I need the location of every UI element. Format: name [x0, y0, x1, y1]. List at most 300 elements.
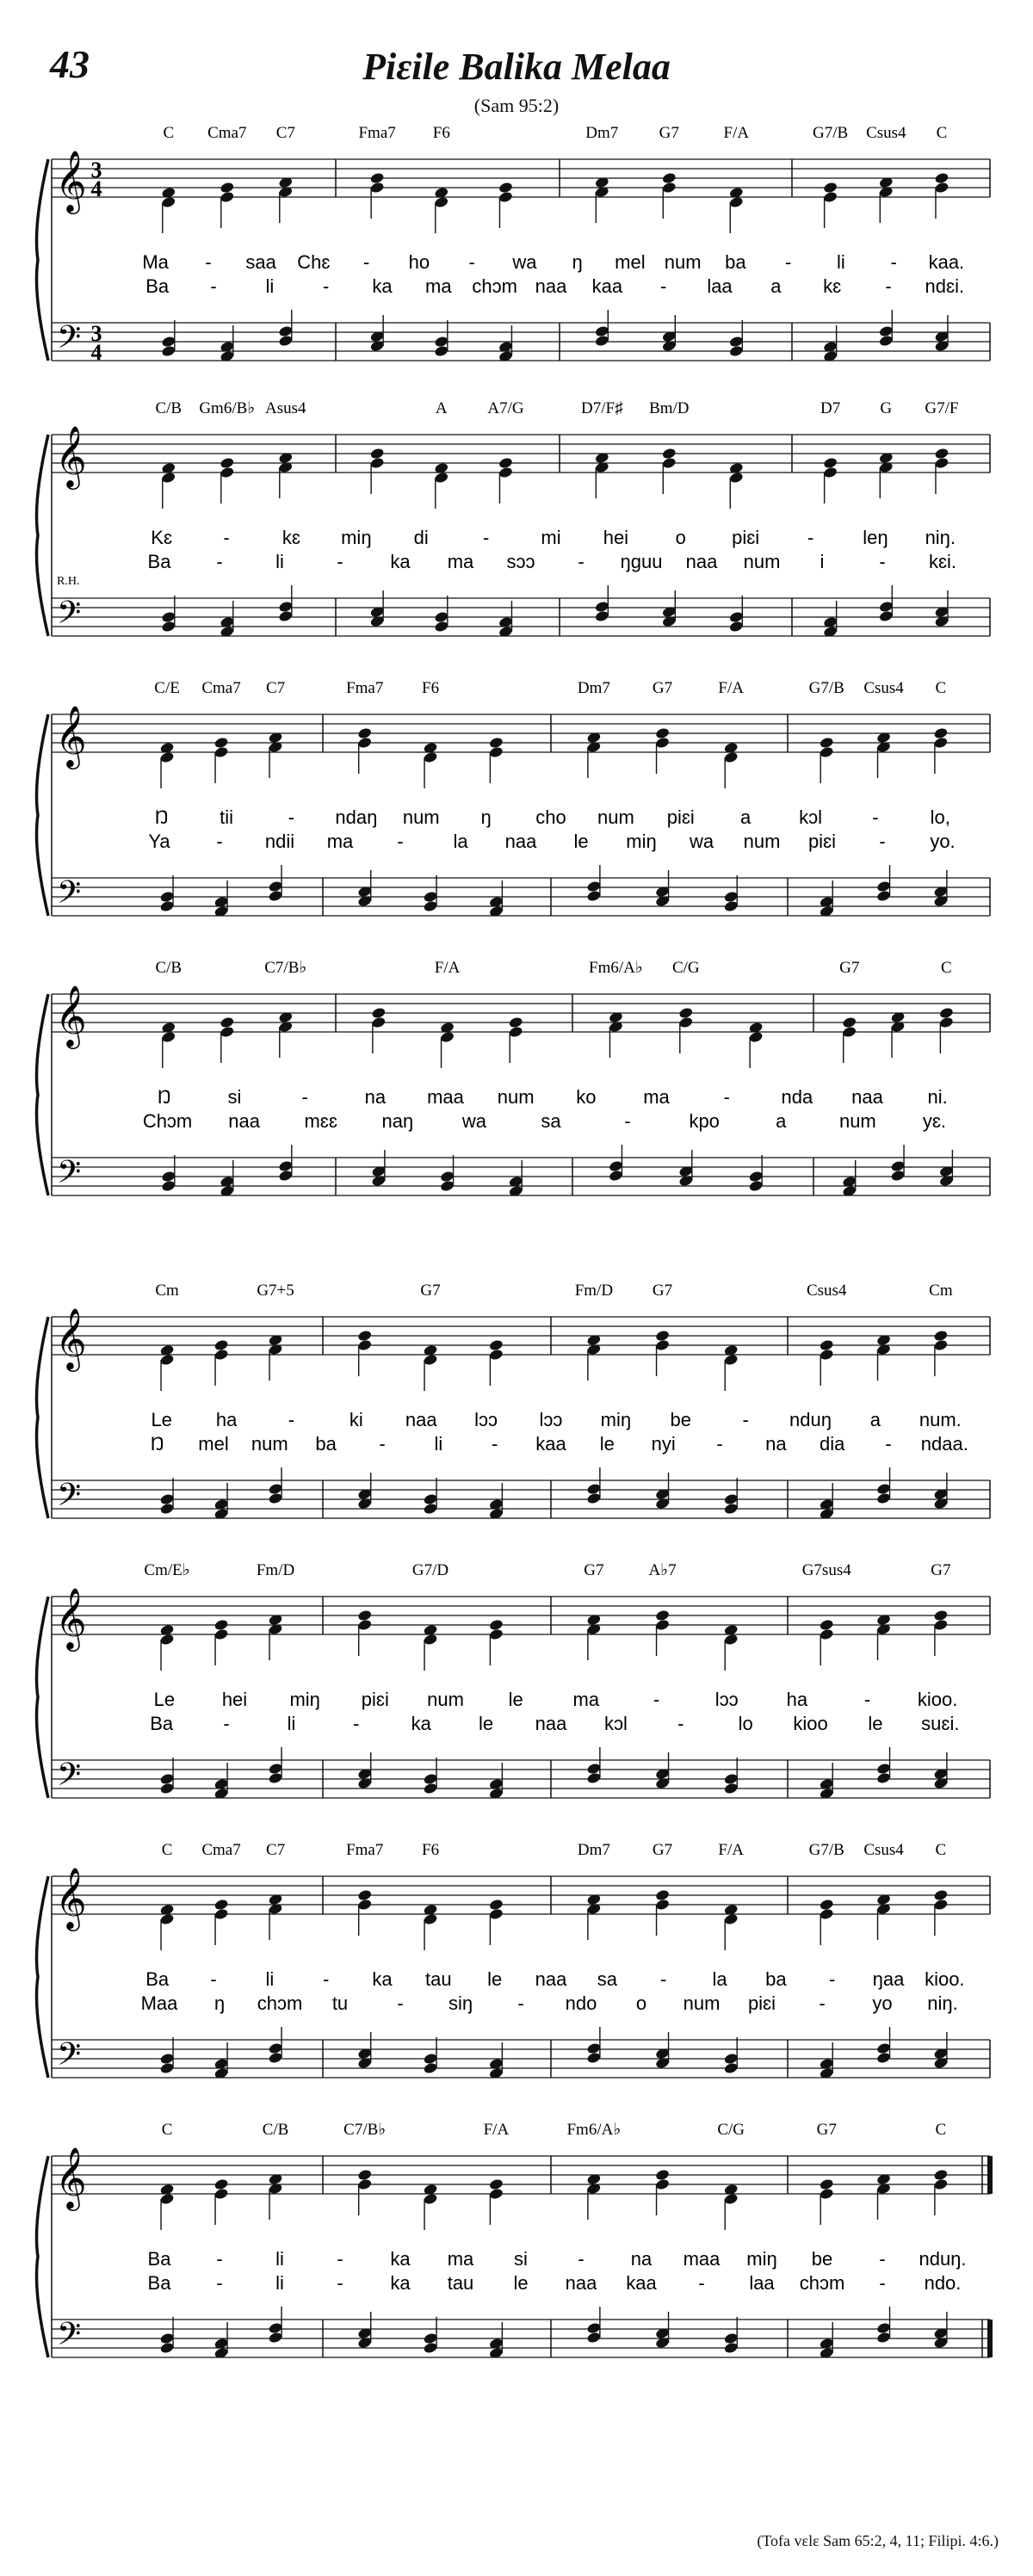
chord-symbol: Asus4 [265, 399, 306, 417]
lyric-verse-1: ma [643, 1086, 670, 1108]
treble-note [489, 1619, 504, 1632]
treble-note [159, 751, 175, 764]
bass-note [159, 1773, 175, 1786]
chord-symbol: G7 [652, 679, 673, 697]
lyric-verse-1: Ŋ [154, 806, 169, 828]
lyric-verse-1: lɔɔ [714, 1689, 739, 1710]
treble-note [423, 1913, 438, 1926]
lyric-verse-1: ki [349, 1409, 363, 1430]
chord-symbol: C7/B♭ [264, 959, 307, 977]
lyric-verse-2: ka [411, 1713, 431, 1734]
treble-note [661, 457, 677, 470]
lyric-verse-2: - [337, 551, 343, 572]
bass-note [586, 2322, 602, 2335]
bass-note [159, 900, 175, 913]
lyric-verse-1: nda [781, 1086, 813, 1108]
lyric-verse-1: - [872, 806, 879, 828]
chord-symbol: C7/B♭ [343, 2121, 387, 2139]
lyric-verse-1: num [597, 806, 634, 828]
treble-note [357, 1609, 373, 1622]
system-brace [37, 1876, 49, 2078]
treble-note [489, 1908, 504, 1921]
treble-note [213, 1628, 229, 1641]
treble-note [213, 1349, 229, 1362]
chord-symbol: Cm [929, 1282, 953, 1300]
bass-note [268, 2332, 283, 2344]
lyric-verse-1: naa [851, 1086, 883, 1108]
treble-note [933, 1619, 949, 1632]
lyric-verse-1: - [216, 2248, 223, 2270]
bass-note [268, 890, 283, 903]
lyric-verse-2: li [434, 1433, 443, 1455]
bass-note [586, 890, 602, 903]
chord-symbol: C7 [275, 124, 295, 142]
bass-note [423, 891, 438, 904]
bass-note [159, 2053, 175, 2066]
system-brace [37, 994, 49, 1195]
chord-symbol: Cm/E♭ [144, 1561, 190, 1579]
bass-note [423, 2342, 438, 2355]
lyric-verse-2: kaa [626, 2272, 657, 2294]
treble-note [723, 1634, 739, 1646]
lyric-verse-1: tii [220, 806, 234, 828]
bass-note [159, 891, 175, 904]
lyric-verse-1: ma [447, 2248, 474, 2270]
lyric-verse-1: ho [408, 251, 430, 273]
treble-note [723, 1354, 739, 1367]
treble-note [661, 448, 677, 460]
lyric-verse-2: naa [504, 831, 537, 852]
chord-symbol: C/B [262, 2121, 289, 2139]
lyric-verse-2: naa [535, 275, 567, 297]
treble-note [434, 196, 449, 209]
treble-note [508, 1026, 523, 1039]
lyric-verse-1: Kɛ [151, 527, 173, 548]
lyric-verse-1: ni. [927, 1086, 948, 1108]
bass-note [586, 880, 602, 893]
treble-note [819, 2178, 834, 2191]
lyric-verse-1: Le [153, 1689, 176, 1710]
bass-note [434, 336, 449, 349]
treble-note [440, 1031, 455, 1044]
lyric-verse-1: si [227, 1086, 242, 1108]
lyric-verse-1: nduŋ [789, 1409, 832, 1430]
bass-note [728, 611, 744, 624]
bass-note [268, 2052, 283, 2065]
bass-clef-icon: 𝄢 [57, 2317, 82, 2359]
bass-note [876, 1763, 892, 1776]
bass-note [890, 1160, 906, 1173]
bass-note [268, 2042, 283, 2055]
lyric-verse-2: - [397, 831, 404, 852]
bass-note [748, 1180, 764, 1193]
bass-note [876, 880, 892, 893]
lyric-verse-2: yɛ. [922, 1110, 947, 1132]
lyric-verse-2: na [765, 1433, 787, 1455]
chord-symbol: C [161, 2121, 173, 2139]
chord-symbol: Dm7 [585, 124, 619, 142]
lyric-verse-2: num [251, 1433, 288, 1455]
bass-note [594, 601, 609, 614]
bass-note [723, 1503, 739, 1516]
lyric-verse-2: - [879, 2272, 886, 2294]
lyric-verse-2: ndaa. [920, 1433, 968, 1455]
lyric-verse-1: hei [603, 527, 629, 548]
lyric-verse-2: - [879, 831, 886, 852]
bass-note [748, 1171, 764, 1183]
system-svg [0, 955, 1033, 1222]
treble-note [933, 1899, 949, 1912]
chord-symbol: Dm7 [577, 1841, 610, 1859]
lyric-verse-1: mi [541, 527, 561, 548]
lyric-verse-1: miŋ [600, 1409, 632, 1430]
treble-note [161, 472, 176, 485]
lyric-verse-1: ba [725, 251, 746, 273]
lyric-verse-2: ka [390, 551, 411, 572]
lyric-verse-2: li [275, 551, 284, 572]
bass-note [609, 1170, 624, 1183]
lyric-verse-1: lo, [930, 806, 950, 828]
treble-note [933, 2178, 949, 2191]
lyric-verse-2: - [716, 1433, 723, 1455]
bass-note [159, 2342, 175, 2355]
treble-clef-icon: 𝄞 [55, 1869, 87, 1928]
lyric-verse-1: num [402, 806, 440, 828]
treble-note [161, 1031, 176, 1044]
treble-note [220, 466, 235, 479]
bass-note [876, 2042, 892, 2055]
bass-note [434, 621, 449, 633]
bass-note [723, 900, 739, 913]
system-svg [0, 676, 1033, 942]
treble-note [357, 1339, 373, 1352]
treble-note [819, 1349, 834, 1362]
lyric-verse-1: sa [597, 1968, 617, 1990]
lyric-verse-1: num [664, 251, 702, 273]
treble-clef-icon: 𝄞 [55, 1310, 87, 1368]
treble-note [357, 1889, 373, 1902]
lyric-verse-2: kpo [689, 1110, 720, 1132]
treble-note [933, 1339, 949, 1352]
lyric-verse-2: kaa [535, 1433, 566, 1455]
treble-note [489, 1339, 504, 1352]
treble-note [655, 1899, 671, 1912]
treble-note [357, 2178, 373, 2191]
lyric-verse-1: ko [576, 1086, 597, 1108]
lyric-verse-2: lo [738, 1713, 753, 1734]
lyric-verse-1: - [205, 251, 212, 273]
time-signature-top: 3 [90, 158, 102, 182]
chord-symbol: G7/D [411, 1561, 449, 1579]
lyric-verse-2: - [578, 551, 585, 572]
lyric-verse-1: maa [427, 1086, 464, 1108]
bass-note [434, 611, 449, 624]
chord-symbol: G7 [420, 1282, 441, 1300]
bass-clef-icon: 𝄢 [57, 1478, 82, 1520]
treble-note [939, 1007, 955, 1020]
lyric-verse-2: sa [541, 1110, 561, 1132]
chord-symbol: G [880, 399, 893, 417]
lyric-verse-1: maa [683, 2248, 721, 2270]
lyric-verse-1: ka [390, 2248, 411, 2270]
lyric-verse-1: kioo. [917, 1689, 958, 1710]
bass-note [594, 335, 609, 348]
lyric-verse-2: yo. [930, 831, 956, 852]
chord-symbol: G7 [584, 1561, 604, 1579]
hymn-title: Piɛile Balika Melaa [362, 46, 671, 88]
lyric-verse-2: - [517, 1992, 524, 2014]
bass-clef-icon: 𝄢 [57, 1757, 82, 1800]
bass-note [728, 345, 744, 358]
treble-note [489, 1349, 504, 1362]
lyric-verse-1: Ba [147, 2248, 171, 2270]
bass-note [586, 1772, 602, 1785]
lyric-verse-2: siŋ [448, 1992, 473, 2014]
lyric-verse-2: - [397, 1992, 404, 2014]
lyric-verse-1: Ŋ [157, 1086, 171, 1108]
chord-symbol: Fm/D [256, 1561, 295, 1579]
bass-note [723, 891, 739, 904]
bass-note [876, 2322, 892, 2335]
lyric-verse-2: Ba [145, 275, 170, 297]
treble-note [661, 172, 677, 185]
treble-note [220, 1016, 235, 1029]
music-system [0, 1838, 1033, 2104]
lyric-verse-1: - [362, 251, 370, 273]
treble-note [819, 737, 834, 750]
bass-note [586, 1763, 602, 1776]
treble-note [933, 737, 949, 750]
treble-note [842, 1026, 857, 1039]
chord-symbol: F/A [718, 1841, 745, 1859]
lyric-verse-1: - [578, 2248, 585, 2270]
treble-note [655, 2178, 671, 2191]
treble-note [213, 2178, 229, 2191]
chord-symbol: Fma7 [358, 124, 396, 142]
treble-note [933, 727, 949, 740]
treble-note [508, 1016, 523, 1029]
lyric-verse-2: li [287, 1713, 296, 1734]
treble-note [498, 457, 514, 470]
bass-note [423, 1503, 438, 1516]
chord-symbol: Cma7 [201, 1841, 241, 1859]
lyric-verse-1: a [869, 1409, 881, 1430]
lyric-verse-2: suɛi. [921, 1713, 960, 1734]
treble-note [213, 746, 229, 759]
chord-symbol: Dm7 [577, 679, 610, 697]
lyric-verse-1: la [712, 1968, 727, 1990]
bass-note [723, 1493, 739, 1506]
chord-symbol: F/A [723, 124, 750, 142]
lyric-verse-2: ndo. [924, 2272, 962, 2294]
treble-note [220, 457, 235, 470]
bass-note [876, 1492, 892, 1505]
chord-symbol: G7/B [808, 1841, 844, 1859]
system-svg [0, 396, 1033, 663]
lyric-verse-1: kaa. [928, 251, 965, 273]
lyric-verse-2: naa [685, 551, 718, 572]
lyric-verse-1: Ma [142, 251, 169, 273]
treble-note [655, 1330, 671, 1343]
lyric-verse-2: Ba [147, 551, 171, 572]
treble-note [423, 2193, 438, 2206]
bass-clef-icon: 𝄢 [57, 1155, 82, 1197]
bass-note [586, 2052, 602, 2065]
treble-note [423, 751, 438, 764]
bass-note [723, 2062, 739, 2075]
lyric-verse-1: lɔɔ [474, 1409, 498, 1430]
treble-note [823, 466, 838, 479]
lyric-verse-1: ŋ [480, 806, 492, 828]
system-brace [37, 159, 49, 361]
lyric-verse-2: ma [326, 831, 354, 852]
chord-symbol: C/G [717, 2121, 745, 2139]
bass-note [890, 1170, 906, 1183]
lyric-verse-2: o [635, 1992, 647, 2014]
lyric-verse-2: - [216, 2272, 223, 2294]
treble-note [655, 1889, 671, 1902]
treble-note [213, 1899, 229, 1912]
lyric-verse-1: le [487, 1968, 503, 1990]
treble-note [728, 472, 744, 485]
treble-note [498, 182, 514, 195]
treble-note [371, 1016, 387, 1029]
hymn-number: 43 [50, 42, 90, 86]
bass-clef-icon: 𝄢 [57, 320, 82, 362]
time-signature-top: 3 [90, 321, 102, 346]
lyric-verse-2: le [868, 1713, 883, 1734]
chord-symbol: A7/G [487, 399, 524, 417]
treble-note [489, 746, 504, 759]
lyric-verse-2: Maa [140, 1992, 178, 2014]
treble-note [819, 1339, 834, 1352]
lyric-verse-2: ŋguu [620, 551, 663, 572]
lyric-verse-1: piɛi [732, 527, 760, 548]
chord-symbol: Fm6/A♭ [589, 959, 643, 977]
lyric-verse-1: - [863, 1689, 871, 1710]
bass-note [423, 1773, 438, 1786]
lyric-verse-2: tau [447, 2272, 474, 2294]
chord-symbol: C [161, 1841, 173, 1859]
bass-note [728, 621, 744, 633]
treble-note [423, 1634, 438, 1646]
scripture-reference: (Sam 95:2) [473, 95, 560, 116]
treble-note [655, 1609, 671, 1622]
bass-note [161, 611, 176, 624]
lyric-verse-2: a [776, 1110, 787, 1132]
lyric-verse-1: li [275, 2248, 284, 2270]
lyric-verse-1: - [288, 1409, 295, 1430]
treble-note [819, 1899, 834, 1912]
lyric-verse-1: ŋ [572, 251, 583, 273]
lyric-verse-2: ba [315, 1433, 337, 1455]
chord-symbol: C [163, 124, 175, 142]
treble-note [357, 737, 373, 750]
lyric-verse-2: - [353, 1713, 360, 1734]
chord-symbol: G7/F [925, 399, 959, 417]
bass-clef-icon: 𝄢 [57, 596, 82, 638]
lyric-verse-2: - [379, 1433, 386, 1455]
lyric-verse-1: - [288, 806, 295, 828]
bass-note [159, 1493, 175, 1506]
lyric-verse-1: ha [786, 1689, 808, 1710]
lyric-verse-2: kaa [591, 275, 623, 297]
music-system [0, 1278, 1033, 1545]
music-system [0, 1558, 1033, 1825]
lyric-verse-1: li [836, 251, 845, 273]
lyric-verse-1: naa [535, 1968, 567, 1990]
lyric-verse-2: - [337, 2272, 343, 2294]
bass-note [159, 2062, 175, 2075]
bass-note [586, 2332, 602, 2344]
lyric-verse-1: kɛ [281, 527, 301, 548]
treble-note [819, 1619, 834, 1632]
music-system [0, 120, 1033, 387]
lyric-verse-2: dia [819, 1433, 845, 1455]
chord-symbol: F/A [718, 679, 745, 697]
chord-symbol: C [935, 679, 947, 697]
bass-note [423, 900, 438, 913]
system-svg [0, 1838, 1033, 2104]
lyric-verse-1: ŋaa [872, 1968, 905, 1990]
lyric-verse-2: - [492, 1433, 498, 1455]
bass-note [723, 1782, 739, 1795]
chord-symbol: Fm/D [574, 1282, 614, 1300]
lyric-verse-2: - [323, 275, 330, 297]
treble-note [748, 1031, 764, 1044]
bass-note [278, 610, 294, 623]
treble-note [213, 2188, 229, 2201]
treble-note [489, 737, 504, 750]
lyric-verse-2: le [513, 2272, 529, 2294]
treble-note [933, 1330, 949, 1343]
lyric-verse-2: - [819, 1992, 826, 2014]
treble-note [819, 1908, 834, 1921]
lyric-verse-1: a [740, 806, 752, 828]
lyric-verse-2: Ŋ [150, 1433, 164, 1455]
lyric-verse-2: num [743, 831, 781, 852]
chord-symbol: C [935, 2121, 947, 2139]
treble-note [655, 727, 671, 740]
chord-symbol: Fma7 [346, 1841, 384, 1859]
treble-note [213, 737, 229, 750]
bass-note [878, 335, 894, 348]
chord-symbol: C [941, 959, 952, 977]
bass-note [268, 1763, 283, 1776]
treble-note [939, 1016, 955, 1029]
lyric-verse-2: le [479, 1713, 494, 1734]
treble-note [728, 196, 744, 209]
lyric-verse-2: - [210, 275, 217, 297]
lyric-verse-2: naŋ [381, 1110, 414, 1132]
lyric-verse-2: num [683, 1992, 721, 2014]
bass-note [876, 1772, 892, 1785]
music-system [0, 676, 1033, 942]
treble-note [357, 1619, 373, 1632]
chord-symbol: G7 [652, 1841, 673, 1859]
chord-symbol: Cma7 [201, 679, 241, 697]
treble-note [498, 191, 514, 204]
lyric-verse-2: piɛi [747, 1992, 776, 2014]
bass-clef-icon: 𝄢 [57, 2037, 82, 2079]
lyric-verse-2: kɔl [603, 1713, 628, 1734]
system-svg [0, 1278, 1033, 1545]
lyric-verse-1: kioo. [925, 1968, 965, 1990]
lyric-verse-2: Chɔm [142, 1110, 193, 1132]
lyric-verse-1: leŋ [863, 527, 888, 548]
chord-symbol: F6 [432, 124, 450, 142]
bass-note [161, 345, 176, 358]
